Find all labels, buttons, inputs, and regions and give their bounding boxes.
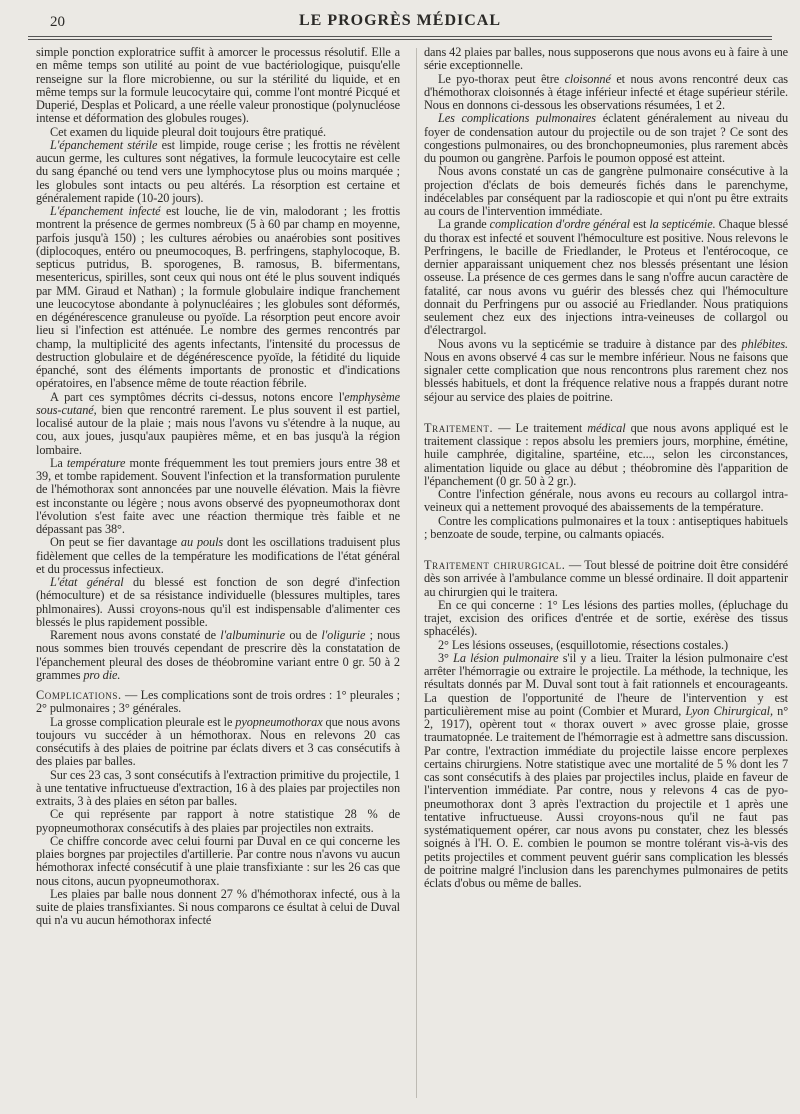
section-heading: Complications.	[36, 688, 122, 702]
paragraph: 3° La lésion pulmonaire s'il y a lieu. Traiter la lésion pulmonaire c'est arrêter l'hémorragie ou extraire le projectile. La méthode, la technique, les résultats donnés par M. Duval sont tout à fait rationnels et encourageants. La question de l'opportunité de l'heure de l'intervention y est particulièrement mise au point (Combier et Murard, Lyon Chirurgical, n° 2, 1917), opèrent tout « thorax ouvert » avec grosse plaie, grosse traumatopnée. Le traitement de l'hémorragie est à admettre sans discussion. Par contre, l'extraction immédiate du projectile laisse encore perplexes certains chirurgiens. Notre statistique avec une mortalité de 5 % dont les 7 cas sont consécutifs à des plaies par projectiles inclus, plaide en faveur de l'intervention immédiate. Par contre, nous y relevons 4 cas de pyo-pneumothorax dont 3 après l'extraction du projectile et 1 après une tentative infructueuse. Aussi croyons-nous qu'il ne faut pas systématiquement opérer, car nous avons pu constater, chez les blessés soignés à l'H. O. E. combien le poumon se montre tolérant vis-à-vis des petits projectiles et comment peuvent guérir sans complication les blessés de poitrine malgré l'inclusion dans les parenchymes pulmonaires de petits éclats d'obus ou même de balles.	[424, 650, 789, 890]
paragraph: Nous avons constaté un cas de gangrène pulmonaire consécutive à la projection d'éclats de bois demeurés fichés dans le parenchyme, indécelables par conséquent par la radioscopie et qui n'ont pu être extraits au cours de l'intervention immédiate.	[424, 164, 788, 218]
page-number: 20	[50, 14, 65, 30]
paragraph: Les plaies par balle nous donnent 27 % d'hémothorax infecté, ous à la suite de plaies transfixiantes. Si nous comparons ce ésultat à celui de Duval qui n'a vu aucun hémothorax infecté	[36, 886, 400, 928]
paragraph: Contre les complications pulmonaires et la toux : antiseptiques habituels ; benzoate de soude, terpine, ou calmants opiacés.	[424, 513, 788, 541]
left-column	[36, 46, 400, 928]
paragraph: Sur ces 23 cas, 3 sont consécutifs à l'extraction primitive du projectile, 1 à une tentative infructueuse d'extraction, 16 à des plaies par projectiles non extraits, 3 à des plaies en séton par balles.	[36, 767, 400, 808]
paragraph: Ce qui représente par rapport à notre statistique 28 % de pyopneumothorax consécutifs à des plaies par projectiles non extraits.	[36, 807, 400, 835]
section-complications: Complications. — Les complications sont de trois ordres : 1° pleurales ; 2° pulmonaires ; 3° générales.	[36, 688, 400, 716]
paragraph: On peut se fier davantage au pouls dont les oscillations traduisent plus fidèlement que celles de la température les modifications de l'état général et du processus infectieux.	[36, 535, 401, 576]
journal-title: LE PROGRÈS MÉDICAL	[298, 12, 502, 29]
header-rule-double	[28, 39, 772, 40]
paragraph: Cet examen du liquide pleural doit toujours être pratiqué.	[50, 124, 326, 139]
paragraph: Nous avons vu la septicémie se traduire à distance par des phlébites. Nous en avons observé 4 cas sur le membre inférieur. Nous ne faisons que signaler cette complication que nous rencontrons plus rarement chez nos blessés habituels, et dont la fréquence relative nous a frappés durant notre séjour au service des plaies de poitrine.	[424, 336, 788, 404]
paragraph: L'état général du blessé est fonction de son degré d'infection (hémoculture) et de sa résistance individuelle (blessures multiples, tares phlmonaires). Aussi croyons-nous qu'il est indispensable d'alimenter ces blessés le plus rapidement possible.	[36, 575, 400, 629]
paragraph: Le pyo-thorax peut être cloisonné et nous avons rencontré deux cas d'hémothorax cloisonnés à étage inférieur infecté et étage supérieur stérile. Nous en donnons ci-dessous les observations résumées, 1 et 2.	[424, 71, 788, 112]
paragraph: Rarement nous avons constaté de l'albuminurie ou de l'oligurie ; nous nous sommes bien trouvés cependant de prescrire dès la constatation de l'épanchement pleural des doses de théobromine variant entre 0 gr. 50 à 2 grammes pro die.	[36, 628, 400, 682]
paragraph: dans 42 plaies par balles, nous supposerons que nous avons eu à faire à une série exceptionnelle.	[424, 45, 788, 73]
column-divider	[416, 48, 417, 1098]
paragraph: La grosse complication pleurale est le pyopneumothorax que nous avons toujours vu succéder à un hémothorax. Nous en relevons 20 cas consécutifs à des plaies de poitrine par éclats divers et 3 cas consécutifs à des plaies par balles.	[36, 714, 400, 769]
section-heading: Traitement chirurgical.	[424, 558, 566, 572]
paragraph: Ce chiffre concorde avec celui fourni par Duval en ce qui concerne les plaies borgnes par projectiles d'artillerie. Par contre nous n'avons vu aucun hémothorax infecté consécutif à une plaie transfixiante : sur les 26 cas que nous citons, aucun pyopneumothorax.	[36, 833, 400, 888]
section-treatment-medical: Traitement. — Le traitement médical que nous avons appliqué est le traitement classique : repos absolu les premiers jours, morphine, émétine, huile camphrée, digitaline, spartéine, etc..., selon les circonstances, alimentation liquide ou glace au début ; théobromine dès l'apparition de l'épanchement (0 gr. 50 à 2 gr.).	[424, 420, 788, 488]
right-column	[424, 46, 788, 890]
paragraph: En ce qui concerne : 1° Les lésions des parties molles, (épluchage du trajet, excision des orifices d'entrée et de sortie, exérèse des tissus sphacélés).	[424, 597, 788, 639]
paragraph: Contre l'infection générale, nous avons eu recours au collargol intra-veineux qui a nettement provoqué des abaissements de la température.	[424, 487, 788, 515]
paragraph: L'épanchement infecté est louche, lie de vin, malodorant ; les frottis montrent la présence de germes nombreux (5 à 60 par champ en moyenne, parfois jusqu'à 150) ; les cultures aérobies ou anaérobies sont positives (diplocoques, entéro ou pneumocoques, B. perfringens, staphylocoque, B. septicus putridus, B. sporogenes, B. ramosus, B. bifermentans, mesentericus, spirilles, sont ceux qui nous ont été le plus souvent indiqués par MM. Giraud et Nathan) ; la formule globulaire indique franchement une leucocytose abondante à polynucléaires ; les globules sont déformés, en dégénérescence granuleuse ou pyoïde. La résorption peut encore avoir lieu si l'infection est atténuée. Le nombre des germes rencontrés par champ, la multiplicité des agents infectants, l'intensité du processus de destruction globulaire et de dégénérescence pyoïde, la fétidité du liquide épanché, sont des éléments importants de pronostic et d'indications opératoires, en l'absence même de toute réaction fébrile.	[36, 204, 400, 391]
paragraph: A part ces symptômes décrits ci-dessus, notons encore l'emphysème sous-cutané, bien que rencontré rarement. Le plus souvent il est partiel, localisé autour de la plaie ; mais nous l'avons vu s'étendre à la nuque, au cou, aux joues, jusqu'aux paupières même, et en bas jusqu'à la région lombaire.	[36, 389, 400, 457]
paragraph: Les complications pulmonaires éclatent généralement au niveau du foyer de condensation autour du projectile ou de son trajet ? Ce sont des congestions pulmonaires, ou des bronchopneumonies, plus rarement abcès du poumon ou gangrène. Parfois le poumon opposé est atteint.	[424, 111, 788, 165]
section-heading: Traitement.	[424, 420, 494, 435]
paragraph: La température monte fréquemment les tout premiers jours entre 38 et 39, et tombe rapidement. Souvent l'infection et la transformation purulente de l'hémothorax sont annoncées par une nouvelle élévation. Mais la fièvre est inconstante ou légère ; nous avons observé des pyopneumothorax dont l'évolution s'est faite avec une réaction thermique très faible et ne dépassant pas 38°.	[36, 455, 400, 536]
paragraph: 2° Les lésions osseuses, (esquillotomie, résections costales.)	[438, 637, 729, 652]
paragraph: L'épanchement stérile est limpide, rouge cerise ; les frottis ne révèlent aucun germe, les cultures sont négatives, la formule leucocytaire est celle du sang épanché ou tend vers une lymphocytose plus ou moins marquée ; les globules sont intacts ou peu altérés. La résorption est certaine et généralement rapide (10-20 jours).	[36, 137, 400, 205]
running-header	[28, 8, 772, 34]
paragraph: La grande complication d'ordre général est la septicémie. Chaque blessé du thorax est infecté et souvent l'hémoculture est positive. Nous relevons le Perfringens, le bacille de Friedlander, le Proteus et l'entérocoque, ce dernier apparaissant uniquement chez nos blessés présentant une lésion osseuse. La présence de ces germes dans le sang n'offre aucun caractère de fatalité, car nous avons vu guérir des blessés chez qui l'hémoculture donnait du Perfringens pur ou associé au Friedlander. Nous pratiquions seulement chez eux des injections intra-veineuses de collargol ou d'électrargol.	[424, 217, 788, 338]
paragraph: simple ponction exploratrice suffit à amorcer le processus résolutif. Elle a en même temps son utilité au point de vue bactériologique, puisqu'elle renseigne sur la flore microbienne, ou sur la stérilité du liquide, et en même temps sur la formule leucocytaire qui, comme l'ont montré Picqué et Duperié, Desplas et Policard, a une réelle valeur pronostique (polynucléose intense et déformation des globules rouges).	[36, 45, 400, 126]
header-rule	[28, 36, 772, 37]
section-treatment-surgical: Traitement chirurgical. — Tout blessé de poitrine doit être considéré dès son arrivée à l'ambulance comme un blessé ordinaire. Il doit appartenir au chirurgien qui le traitera.	[424, 558, 789, 599]
